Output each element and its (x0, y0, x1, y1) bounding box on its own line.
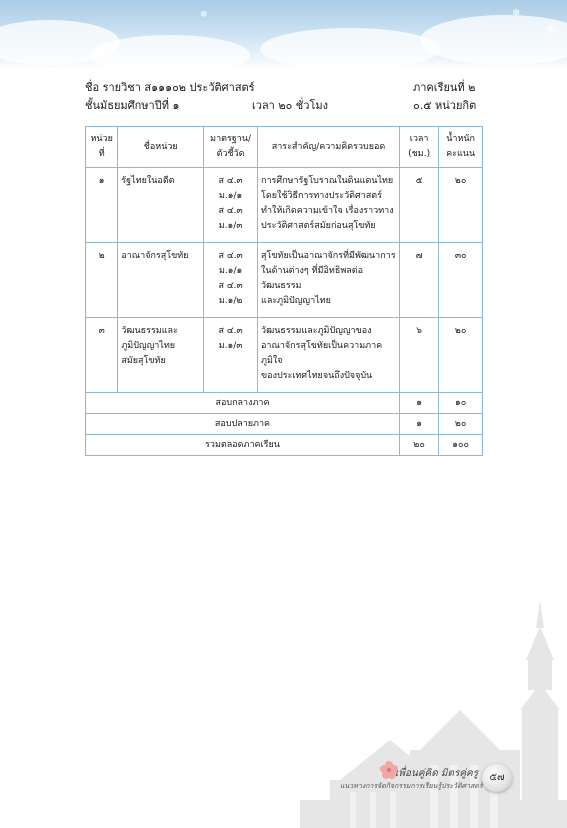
header-line: คะแนน (446, 149, 476, 159)
content-line: วัฒนธรรมและภูมิปัญญาของ (261, 326, 372, 336)
snowflake-icon: ❄ (200, 10, 208, 20)
unit-hours: ๕ (399, 168, 438, 243)
sky-header-decoration (0, 0, 567, 70)
header-line: น้ำหนัก (446, 134, 476, 144)
summary-weight: ๒๐ (439, 414, 483, 435)
col-header-time (399, 127, 438, 168)
standard-code: ม.๑/๓ (218, 341, 243, 351)
summary-row (86, 393, 483, 414)
cloud-decoration (260, 28, 440, 70)
unit-standards (204, 168, 258, 243)
unit-structure-table (85, 126, 483, 456)
summary-weight: ๑๐ (439, 393, 483, 414)
summary-row (86, 414, 483, 435)
footer-book-subtitle: แนวทางการจัดกิจกรรมการเรียนรู้ประวัติศาสตร์ (340, 782, 483, 790)
unit-name (118, 318, 204, 393)
cloud-decoration (90, 35, 250, 75)
snowflake-icon: ❄ (545, 22, 557, 38)
standard-code: ส ๔.๓ (218, 206, 243, 216)
unit-number: ๓ (86, 318, 118, 393)
content-line: ทำให้เกิดความเข้าใจ เรื่องราวทาง (261, 206, 394, 216)
table-row (86, 168, 483, 243)
table-row (86, 243, 483, 318)
snowflake-icon: ❄ (512, 8, 521, 19)
header-line: มาตรฐาน/ (210, 134, 252, 144)
col-header-content: สาระสำคัญ/ความคิดรวบยอด (258, 127, 400, 168)
footer-series-title: เพื่อนคู่คิด มิตรคู่ครู (395, 768, 479, 779)
unit-name-line: วัฒนธรรมและ (121, 326, 178, 336)
content-line: โดยใช้วิธีการทางประวัติศาสตร์ (261, 191, 382, 201)
unit-name-line: รัฐไทยในอดีต (121, 176, 175, 186)
content-line: ในด้านต่างๆ ที่มีอิทธิพลต่อวัฒนธรรม (261, 266, 364, 291)
content-line: ประวัติศาสตร์สมัยก่อนสุโขทัย (261, 221, 376, 231)
content-line: อาณาจักรสุโขทัยเป็นความภาคภูมิใจ (261, 341, 383, 366)
summary-hours: ๑ (399, 393, 438, 414)
standard-code: ส ๔.๓ (218, 281, 243, 291)
unit-content (258, 168, 400, 243)
header-line: (ชม.) (408, 149, 431, 159)
unit-hours: ๖ (399, 318, 438, 393)
page-number: ๕๗ (482, 764, 512, 792)
unit-weight: ๒๐ (439, 168, 483, 243)
unit-weight: ๓๐ (439, 243, 483, 318)
table-header-row (86, 127, 483, 168)
summary-label: สอบกลางภาค (86, 393, 400, 414)
standard-code: ม.๑/๑ (218, 266, 243, 276)
standard-code: ม.๑/๓ (218, 221, 243, 231)
total-row (86, 435, 483, 456)
header-line: ที่ (98, 149, 105, 159)
header-line: ตัวชี้วัด (216, 149, 245, 159)
unit-number: ๑ (86, 168, 118, 243)
unit-name-line: ภูมิปัญญาไทย (121, 341, 176, 351)
standard-code: ส ๔.๓ (218, 251, 243, 261)
col-header-unit-name: ชื่อหน่วย (118, 127, 204, 168)
unit-name-line: สมัยสุโขทัย (121, 356, 166, 366)
course-hours: เวลา ๒๐ ชั่วโมง (252, 99, 328, 112)
standard-code: ส ๔.๓ (218, 176, 243, 186)
unit-standards (204, 243, 258, 318)
grade-level: ชั้นมัธยมศึกษาปีที่ ๑ (85, 99, 180, 112)
unit-name (118, 168, 204, 243)
unit-content (258, 318, 400, 393)
semester-label: ภาคเรียนที่ ๒ (413, 81, 476, 94)
standard-code: ม.๑/๒ (218, 296, 243, 306)
content-line: และภูมิปัญญาไทย (261, 296, 331, 306)
total-hours: ๒๐ (399, 435, 438, 456)
col-header-standard (204, 127, 258, 168)
unit-hours: ๗ (399, 243, 438, 318)
subject-name: ชื่อ รายวิชา ส๑๑๑๐๒ ประวัติศาสตร์ (85, 81, 255, 94)
unit-content (258, 243, 400, 318)
summary-label: สอบปลายภาค (86, 414, 400, 435)
unit-number: ๒ (86, 243, 118, 318)
total-label: รวมตลอดภาคเรียน (86, 435, 400, 456)
header-line: เวลา (409, 134, 429, 144)
unit-weight: ๒๐ (439, 318, 483, 393)
standard-code: ม.๑/๑ (218, 191, 243, 201)
col-header-weight (439, 127, 483, 168)
unit-name-line: อาณาจักรสุโขทัย (121, 251, 189, 261)
header-line: หน่วย (90, 134, 113, 144)
total-weight: ๑๐๐ (439, 435, 483, 456)
unit-name (118, 243, 204, 318)
temple-watermark (300, 600, 567, 828)
content-line: สุโขทัยเป็นอาณาจักรที่มีพัฒนาการ (261, 251, 396, 261)
col-header-unit-no (86, 127, 118, 168)
standard-code: ส ๔.๓ (218, 326, 243, 336)
course-credits: ๐.๕ หน่วยกิต (413, 99, 477, 112)
unit-standards (204, 318, 258, 393)
table-row (86, 318, 483, 393)
content-line: ของประเทศไทยจนถึงปัจจุบัน (261, 371, 373, 381)
content-line: การศึกษารัฐโบราณในดินแดนไทย (261, 176, 394, 186)
summary-hours: ๑ (399, 414, 438, 435)
